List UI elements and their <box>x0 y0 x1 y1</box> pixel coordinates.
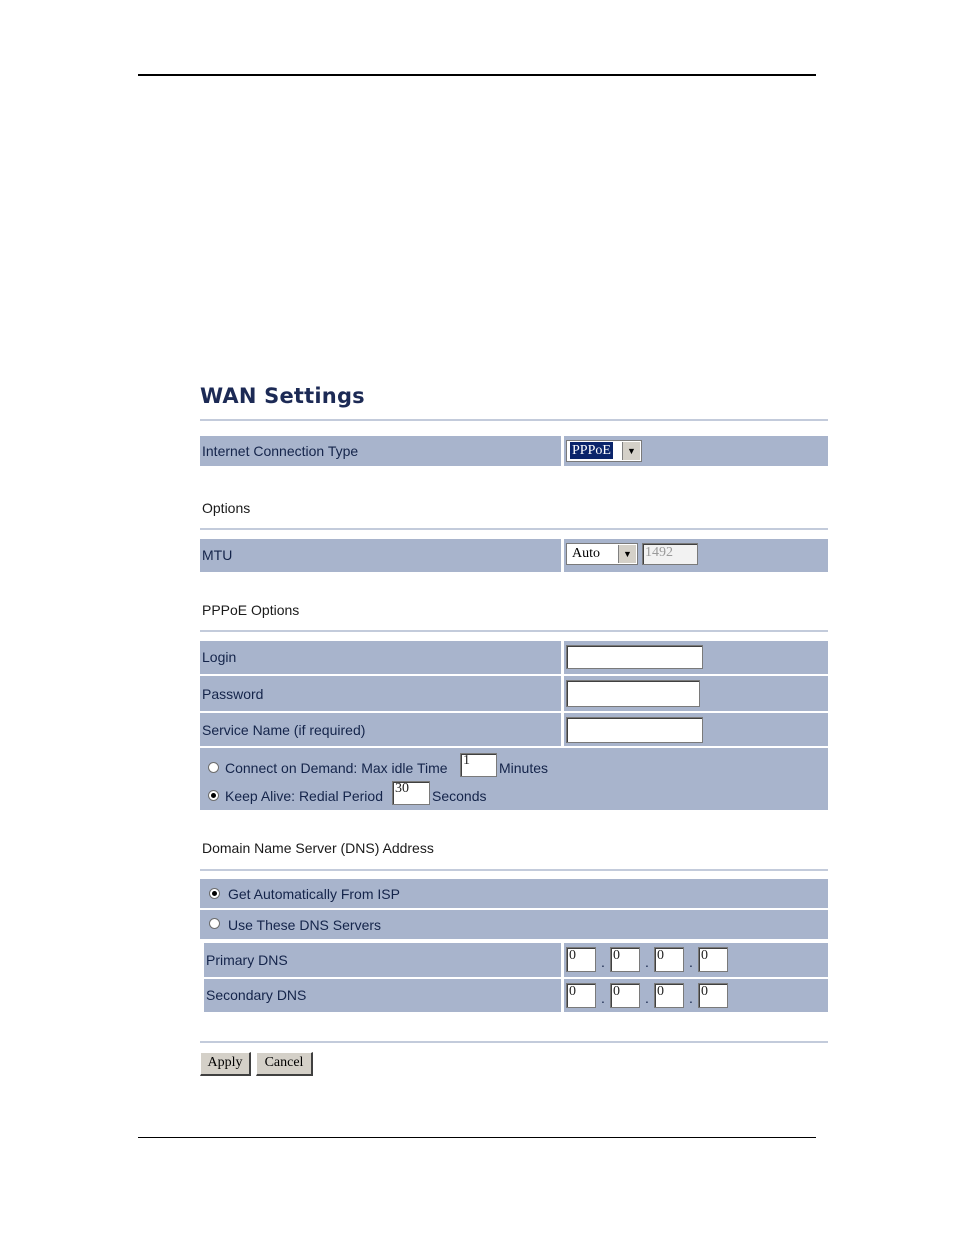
dns-divider <box>200 869 828 871</box>
dns-heading: Domain Name Server (DNS) Address <box>202 840 434 856</box>
service-name-input[interactable] <box>566 717 703 743</box>
dns-auto-label: Get Automatically From ISP <box>228 886 400 902</box>
password-label: Password <box>202 686 264 702</box>
page-title: WAN Settings <box>200 384 365 408</box>
secondary-dns-octet-4[interactable]: 0 <box>698 983 728 1008</box>
minutes-label: Minutes <box>499 760 549 776</box>
dns-manual-radio[interactable] <box>209 918 220 929</box>
buttons-divider <box>200 1041 828 1043</box>
password-row <box>200 676 828 711</box>
mtu-label: MTU <box>202 547 233 563</box>
connect-on-demand-radio[interactable] <box>208 762 219 773</box>
cancel-button[interactable]: Cancel <box>256 1052 313 1076</box>
dns-manual-row <box>200 910 828 939</box>
primary-dns-row: Primary DNS 0 . 0 . 0 . 0 <box>204 943 828 977</box>
keep-alive-radio[interactable] <box>208 790 219 801</box>
primary-dns-octet-3[interactable]: 0 <box>654 947 684 972</box>
dns-manual-label: Use These DNS Servers <box>228 917 382 933</box>
connection-type-row <box>200 436 828 466</box>
dns-auto-radio[interactable] <box>209 888 220 899</box>
page-footer-rule <box>138 1137 816 1138</box>
options-heading: Options <box>202 500 251 516</box>
apply-button[interactable]: Apply <box>200 1052 251 1076</box>
primary-dns-label: Primary DNS <box>206 952 288 968</box>
connect-on-demand-label: Connect on Demand: Max idle Time <box>225 760 448 776</box>
service-name-row <box>200 713 828 746</box>
login-label: Login <box>202 649 237 665</box>
options-divider <box>200 528 828 530</box>
primary-dns-octet-2[interactable]: 0 <box>610 947 640 972</box>
dns-auto-row <box>200 879 828 908</box>
connection-type-label: Internet Connection Type <box>202 443 359 459</box>
chevron-down-icon: ▼ <box>622 442 640 460</box>
login-row <box>200 641 828 674</box>
secondary-dns-octet-3[interactable]: 0 <box>654 983 684 1008</box>
pppoe-divider <box>200 630 828 632</box>
pppoe-heading: PPPoE Options <box>202 602 300 618</box>
secondary-dns-label: Secondary DNS <box>206 987 307 1003</box>
password-input[interactable] <box>566 680 700 707</box>
mtu-mode-value: Auto <box>572 546 600 561</box>
primary-dns-octet-1[interactable]: 0 <box>566 947 596 972</box>
mtu-value-field: 1492 <box>642 543 698 565</box>
connection-type-select[interactable] <box>566 440 642 462</box>
redial-period-input[interactable]: 30 <box>392 781 430 805</box>
secondary-dns-octet-2[interactable]: 0 <box>610 983 640 1008</box>
mtu-mode-select[interactable] <box>566 543 638 565</box>
connection-type-value: PPPoE <box>572 443 611 458</box>
login-input[interactable] <box>566 645 703 669</box>
chevron-down-icon: ▼ <box>618 545 636 563</box>
primary-dns-octet-4[interactable]: 0 <box>698 947 728 972</box>
connection-mode-row <box>200 748 828 810</box>
page-header-rule <box>138 74 816 76</box>
secondary-dns-row: Secondary DNS 0 . 0 . 0 . 0 <box>204 979 828 1012</box>
service-name-label: Service Name (if required) <box>202 722 366 738</box>
mtu-row <box>200 539 828 572</box>
secondary-dns-octet-1[interactable]: 0 <box>566 983 596 1008</box>
keep-alive-label: Keep Alive: Redial Period <box>225 788 383 804</box>
seconds-label: Seconds <box>432 788 487 804</box>
title-divider <box>200 419 828 421</box>
max-idle-input[interactable]: 1 <box>460 753 497 777</box>
